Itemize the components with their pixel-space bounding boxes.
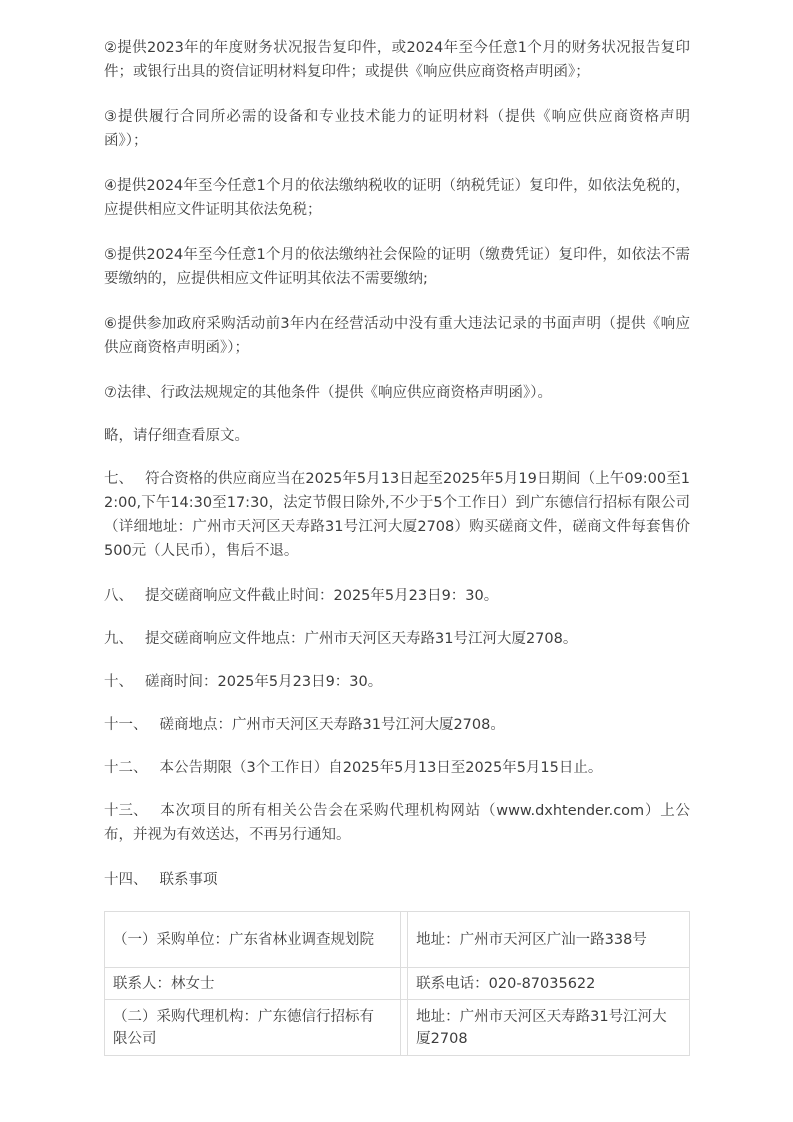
section-text: 本公告期限（3个工作日）自2025年5月13日至2025年5月15日止。: [159, 760, 603, 776]
section-9-submission-location: [104, 627, 690, 651]
table-row: [105, 968, 690, 1000]
section-text: 联系事项: [159, 872, 218, 888]
agency-name-cell: （二）采购代理机构：广东德信行招标有限公司: [105, 1000, 401, 1056]
section-13-notice-website: [104, 799, 690, 847]
section-number: 十三、: [104, 803, 148, 819]
section-14-contact-heading: [104, 868, 690, 892]
section-8-deadline: [104, 584, 690, 608]
announcement-content: [104, 36, 690, 1056]
table-spacer-cell: [401, 968, 408, 1000]
requirement-paragraph: ③提供履行合同所必需的设备和专业技术能力的证明材料（提供《响应供应商资格声明函》）；: [104, 109, 690, 149]
section-text: 提交磋商响应文件地点：广州市天河区天寿路31号江河大厦2708。: [145, 631, 578, 647]
section-number: 十四、: [104, 872, 148, 888]
section-11-consultation-location: [104, 713, 690, 737]
section-text: 磋商时间：2025年5月23日9：30。: [145, 674, 383, 690]
section-number: 九、: [104, 631, 133, 647]
section-number: 十二、: [104, 760, 148, 776]
section-7-purchase-docs: [104, 467, 690, 563]
requirement-paragraph: ⑥提供参加政府采购活动前3年内在经营活动中没有重大违法记录的书面声明（提供《响应供应商资格声明函》）；: [104, 316, 690, 356]
section-12-announcement-period: [104, 756, 690, 780]
section-number: 八、: [104, 588, 133, 604]
section-text: 本次项目的所有相关公告会在采购代理机构网站（www.dxhtender.com）上公布，并视为有效送达，不再另行通知。: [104, 803, 690, 843]
table-row: [105, 912, 690, 968]
requirement-paragraph: ②提供2023年的年度财务状况报告复印件，或2024年至今任意1个月的财务状况报告复印件；或银行出具的资信证明材料复印件；或提供《响应供应商资格声明函》；: [104, 40, 690, 80]
purchaser-address-cell: 地址：广州市天河区广汕一路338号: [408, 912, 690, 968]
section-number: 十、: [104, 674, 133, 690]
section-text: 磋商地点：广州市天河区天寿路31号江河大厦2708。: [159, 717, 505, 733]
agency-address-cell: 地址：广州市天河区天寿路31号江河大厦2708: [408, 1000, 690, 1056]
section-text: 提交磋商响应文件截止时间：2025年5月23日9：30。: [145, 588, 499, 604]
requirement-paragraph: ⑦法律、行政法规规定的其他条件（提供《响应供应商资格声明函》）。: [104, 385, 552, 401]
contact-person-cell: 联系人：林女士: [105, 968, 401, 1000]
omission-note: 略，请仔细查看原文。: [104, 428, 249, 444]
purchaser-name-cell: （一）采购单位：广东省林业调查规划院: [105, 912, 401, 968]
section-text: 符合资格的供应商应当在2025年5月13日起至2025年5月19日期间（上午09:00至12:00,下午14:30至17:30，法定节假日除外,不少于5个工作日）到广东德信行招标有限公司（详细地址：广州市天河区天寿路31号江河大厦2708）购买磋商文件，磋商文件每套售价500元（人民币），售后不退。: [104, 471, 690, 559]
table-row: [105, 1000, 690, 1056]
section-number: 十一、: [104, 717, 148, 733]
contact-phone-cell: 联系电话：020-87035622: [408, 968, 690, 1000]
table-spacer-cell: [401, 1000, 408, 1056]
requirement-paragraph: ⑤提供2024年至今任意1个月的依法缴纳社会保险的证明（缴费凭证）复印件，如依法不需要缴纳的，应提供相应文件证明其依法不需要缴纳;: [104, 247, 690, 287]
section-number: 七、: [104, 471, 133, 487]
contact-table: [104, 911, 690, 1056]
requirement-paragraph: ④提供2024年至今任意1个月的依法缴纳税收的证明（纳税凭证）复印件，如依法免税的，应提供相应文件证明其依法免税；: [104, 178, 690, 218]
table-spacer-cell: [401, 912, 408, 968]
section-10-consultation-time: [104, 670, 690, 694]
